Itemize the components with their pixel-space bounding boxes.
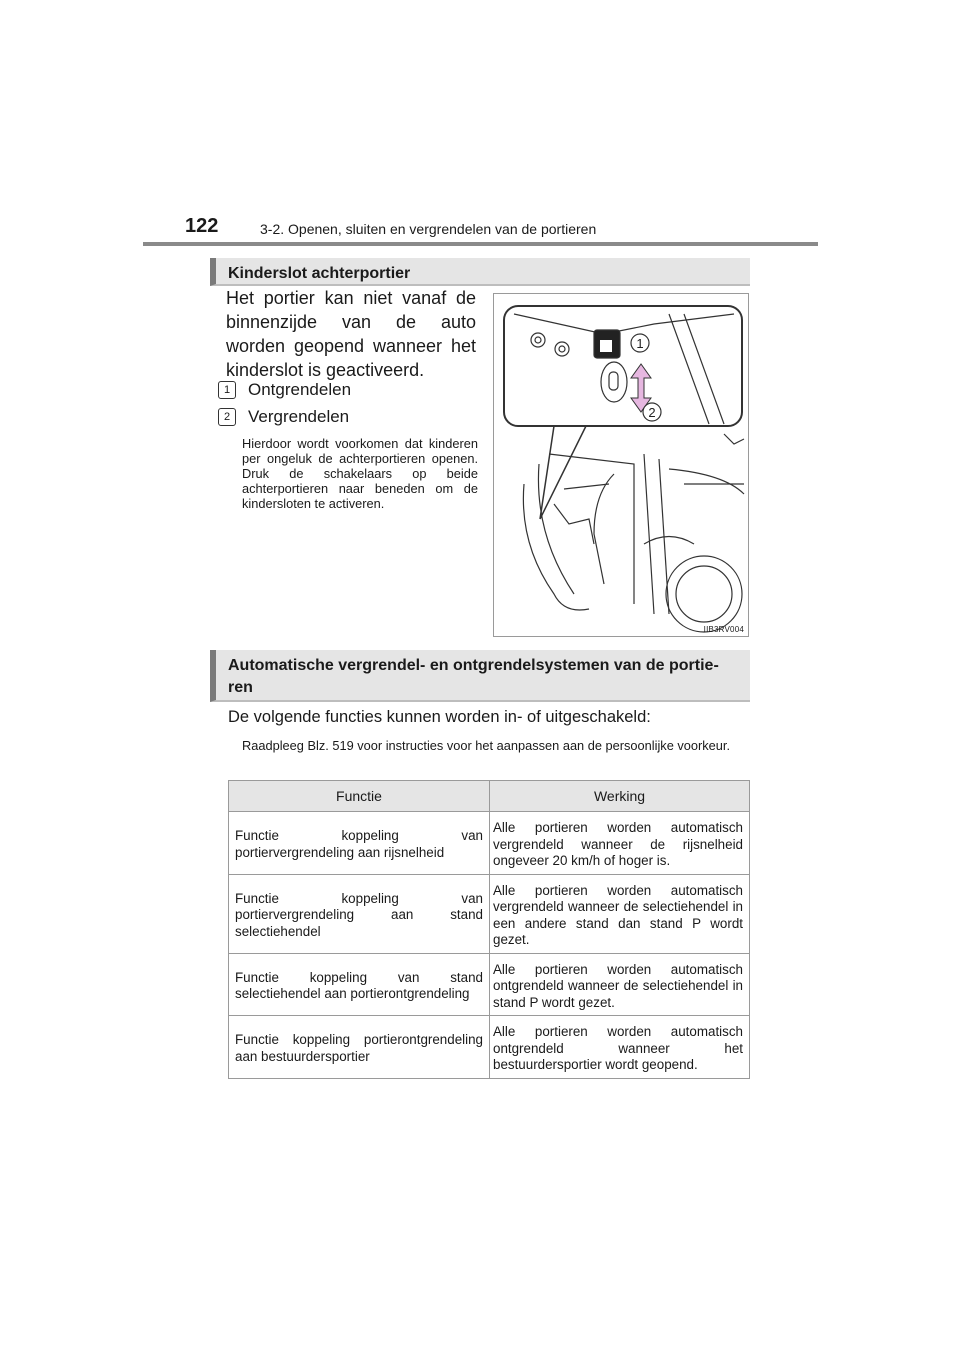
step-unlock — [218, 380, 351, 400]
table-header-row — [229, 781, 750, 812]
table-row — [229, 874, 750, 953]
svg-text:1: 1 — [636, 336, 644, 351]
heading-text: Kinderslot achterportier — [228, 265, 411, 282]
functions-table — [228, 780, 750, 1079]
function-cell: Functie koppeling van portiervergrendeling aan rijsnelheid — [229, 812, 490, 875]
header-rule — [143, 242, 818, 246]
column-header-functie: Functie — [229, 781, 490, 812]
function-cell: Functie koppeling van portiervergrendeling aan stand selectiehendel — [229, 874, 490, 953]
step-label: Vergrendelen — [248, 407, 350, 426]
function-cell: Functie koppeling portierontgrendeling aan bestuurdersportier — [229, 1016, 490, 1079]
operation-cell: Alle portieren worden automatisch ontgrendeld wanneer de selectiehendel in stand P wordt gezet. — [490, 953, 750, 1016]
section-heading-childlock — [210, 258, 750, 286]
step-number: 2 — [218, 408, 236, 426]
callout-number-2 — [643, 403, 661, 421]
table-row — [229, 953, 750, 1016]
operation-cell: Alle portieren worden automatisch vergrendeld wanneer de rijsnelheid ongeveer 20 km/h of hoger is. — [490, 812, 750, 875]
car-door-illustration — [494, 294, 748, 636]
childlock-illustration — [493, 293, 749, 637]
autolock-intro: De volgende functies kunnen worden in- of uitgeschakeld: — [228, 708, 651, 726]
heading-text-line2: ren — [228, 679, 253, 696]
figure-code: IIB3RV004 — [703, 625, 744, 634]
childlock-note: Hierdoor wordt voorkomen dat kinderen per ongeluk de achterportieren openen. Druk de schakelaars op beide achterportieren naar beneden om de kindersloten te activeren. — [242, 436, 478, 511]
step-number: 1 — [218, 381, 236, 399]
section-heading-autolock — [210, 650, 750, 702]
column-header-werking: Werking — [490, 781, 750, 812]
table-row — [229, 1016, 750, 1079]
page-number: 122 — [185, 215, 219, 237]
section-title: 3-2. Openen, sluiten en vergrendelen van de portieren — [260, 221, 597, 237]
function-cell: Functie koppeling van stand selectiehendel aan portierontgrendeling — [229, 953, 490, 1016]
table-row — [229, 812, 750, 875]
autolock-note: Raadpleeg Blz. 519 voor instructies voor het aanpassen aan de persoonlijke voorkeur. — [242, 738, 731, 753]
callout-number-1 — [631, 334, 649, 352]
operation-cell: Alle portieren worden automatisch vergrendeld wanneer de selectiehendel in een andere stand dan stand P wordt gezet. — [490, 874, 750, 953]
childlock-intro: Het portier kan niet vanaf de binnenzijde van de auto worden geopend wanneer het kinderslot is geactiveerd. — [226, 288, 476, 380]
step-lock — [218, 407, 349, 427]
step-label: Ontgrendelen — [248, 380, 352, 399]
operation-cell: Alle portieren worden automatisch ontgrendeld wanneer het bestuurdersportier wordt geopend. — [490, 1016, 750, 1079]
heading-text-line1: Automatische vergrendel- en ontgrendelsystemen van de portie- — [228, 657, 719, 674]
svg-text:2: 2 — [648, 405, 656, 420]
